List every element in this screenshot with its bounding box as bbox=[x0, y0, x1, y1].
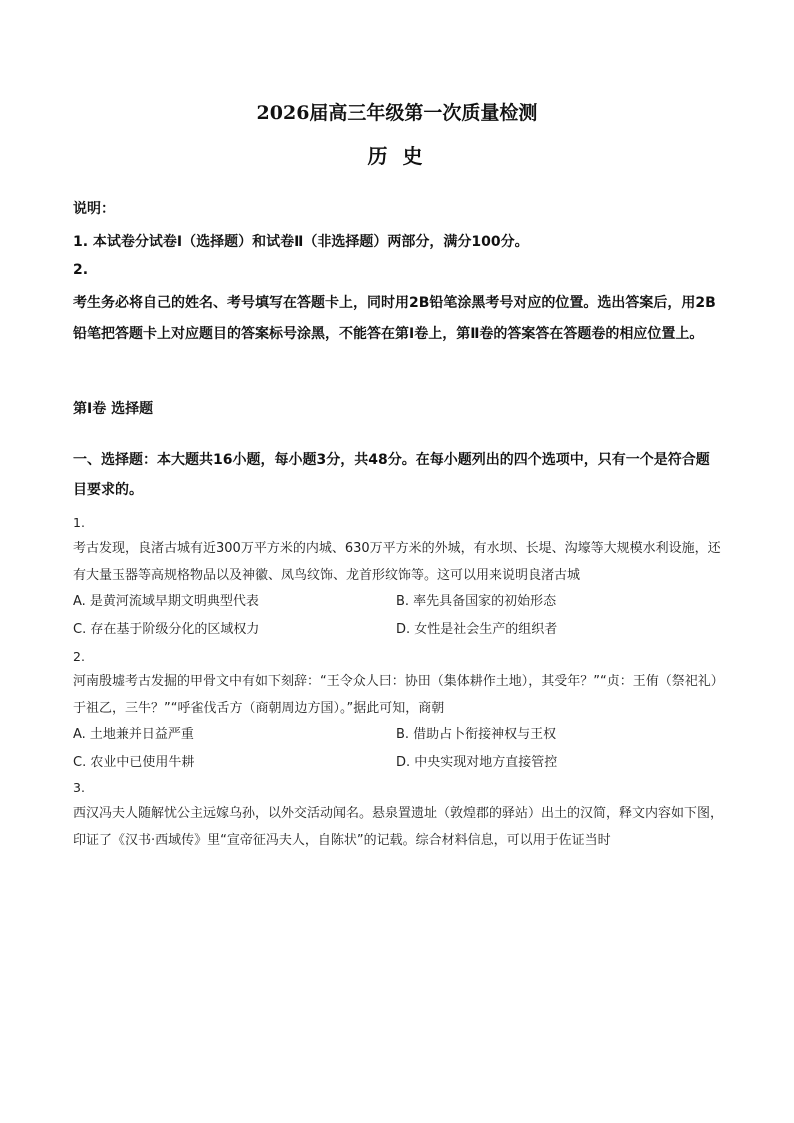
note-item-1: 1. 本试卷分试卷Ⅰ（选择题）和试卷Ⅱ（非选择题）两部分，满分100分。 bbox=[73, 234, 529, 250]
question-2-stem: 河南殷墟考古发掘的甲骨文中有如下刻辞：“王令众人曰：协田（集体耕作土地），其受年？”“贞：王侑（祭祀礼）于祖乙，三牛？”“呼雀伐舌方（商朝周边方国）。”据此可知，商朝 bbox=[73, 674, 724, 716]
notes-label: 说明： bbox=[73, 201, 115, 217]
note-item-2-number: 2. bbox=[73, 262, 89, 278]
question-3-number: 3. bbox=[73, 780, 85, 795]
section-title: 第Ⅰ卷 选择题 bbox=[73, 401, 154, 417]
question-2-number: 2. bbox=[73, 649, 85, 664]
question-3-stem: 西汉冯夫人随解忧公主远嫁乌孙，以外交活动闻名。悬泉置遗址（敦煌郡的驿站）出土的汉简，释文内容如下图，印证了《汉书·西域传》里“宣帝征冯夫人，自陈状”的记载。综合材料信息，可以用于佐证当时 bbox=[73, 806, 724, 848]
question-1-number: 1. bbox=[73, 515, 85, 530]
subject-title: 历 史 bbox=[367, 144, 427, 168]
question-2-option-d: D. 中央实现对地方直接管控 bbox=[396, 755, 558, 770]
part-title: 一、选择题：本大题共16小题，每小题3分，共48分。在每小题列出的四个选项中，只有一个是符合题目要求的。 bbox=[73, 452, 710, 498]
question-1-option-d: D. 女性是社会生产的组织者 bbox=[396, 622, 558, 637]
question-1-option-b: B. 率先具备国家的初始形态 bbox=[396, 594, 557, 609]
question-1-option-c: C. 存在基于阶级分化的区域权力 bbox=[73, 622, 260, 637]
exam-title: 2026届高三年级第一次质量检测 bbox=[256, 102, 538, 124]
question-2-option-b: B. 借助占卜衔接神权与王权 bbox=[396, 727, 557, 742]
question-2-option-a: A. 土地兼并日益严重 bbox=[73, 727, 194, 742]
note-item-2-text: 考生务必将自己的姓名、考号填写在答题卡上，同时用2B铅笔涂黑考号对应的位置。选出答案后，用2B铅笔把答题卡上对应题目的答案标号涂黑，不能答在第Ⅰ卷上，第Ⅱ卷的答案答在答题卷的相应位置上。 bbox=[73, 295, 716, 342]
question-1-option-a: A. 是黄河流域早期文明典型代表 bbox=[73, 594, 259, 609]
question-1-stem: 考古发现，良渚古城有近300万平方米的内城、630万平方米的外城，有水坝、长堤、沟壕等大规模水利设施，还有大量玉器等高规格物品以及神徽、凤鸟纹饰、龙首形纹饰等。这可以用来说明良渚古城 bbox=[73, 541, 721, 583]
question-2-option-c: C. 农业中已使用牛耕 bbox=[73, 755, 195, 770]
